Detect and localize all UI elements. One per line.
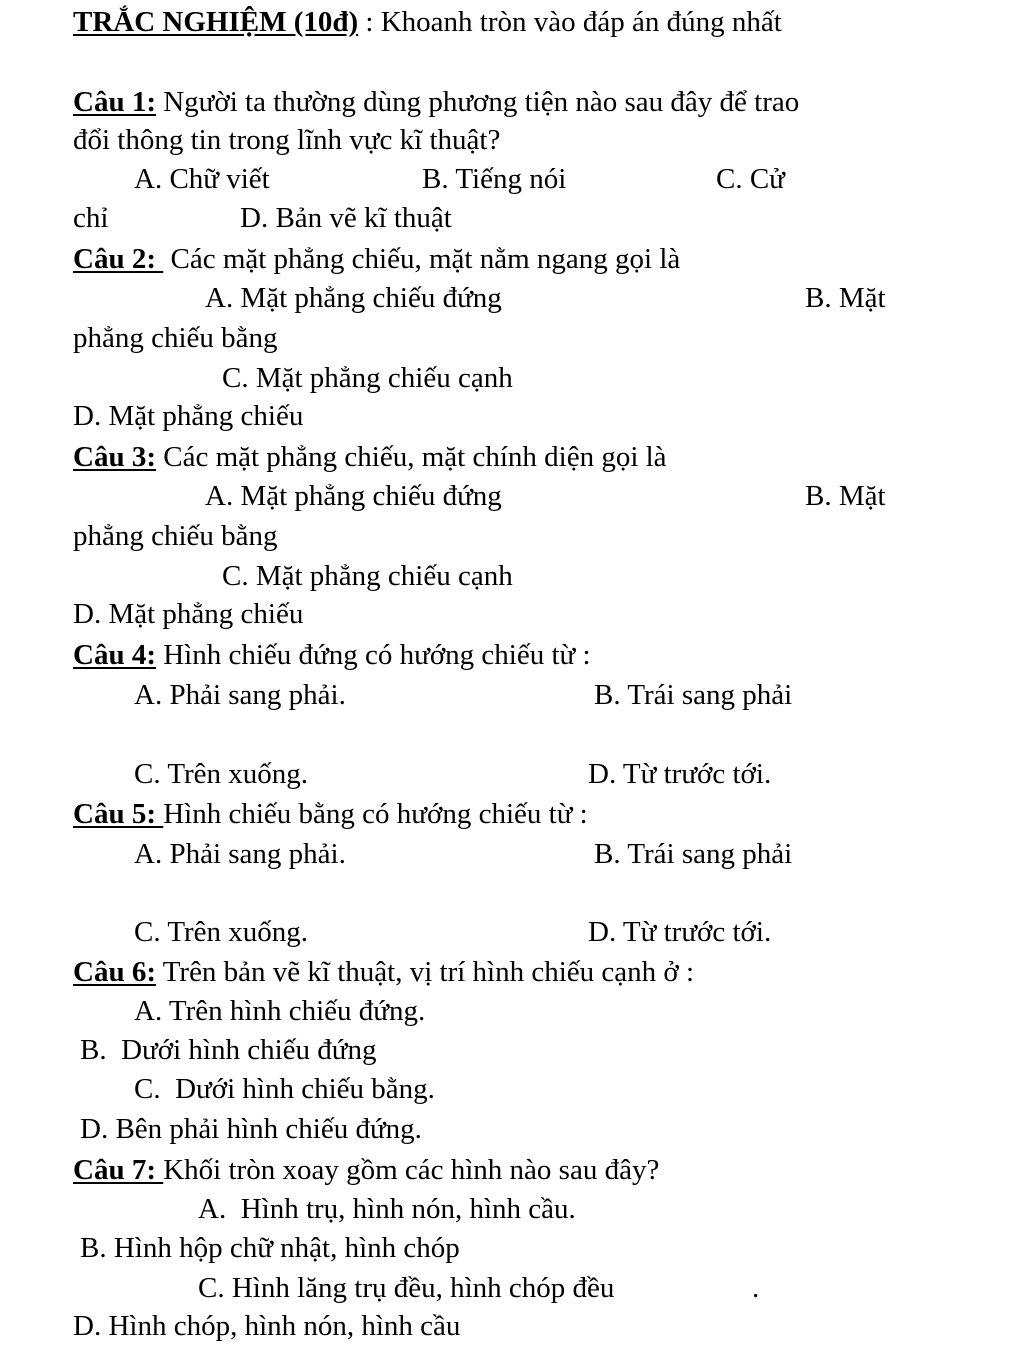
q7-option-c[interactable]: C. Hình lăng trụ đều, hình chóp đều bbox=[198, 1272, 615, 1304]
question-3-label: Câu 3: bbox=[73, 441, 156, 473]
question-7-label: Câu 7: bbox=[73, 1154, 164, 1186]
q5-option-c[interactable]: C. Trên xuống. bbox=[134, 916, 309, 948]
q7-option-c-dot: . bbox=[752, 1272, 760, 1304]
q1-option-c-cont[interactable]: chỉ bbox=[73, 202, 109, 234]
exam-instruction: : Khoanh tròn vào đáp án đúng nhất bbox=[358, 6, 782, 38]
q3-option-a[interactable]: A. Mặt phẳng chiếu đứng bbox=[205, 480, 502, 512]
question-6-text: Câu 6: Trên bản vẽ kĩ thuật, vị trí hình chiếu cạnh ở : bbox=[73, 956, 695, 988]
q3-option-b-cont[interactable]: phẳng chiếu bằng bbox=[73, 520, 278, 552]
q4-option-d[interactable]: D. Từ trước tới. bbox=[588, 758, 772, 790]
q3-option-b[interactable]: B. Mặt bbox=[805, 480, 886, 512]
q1-option-c[interactable]: C. Cử bbox=[716, 163, 785, 195]
q6-option-d[interactable]: D. Bên phải hình chiếu đứng. bbox=[80, 1113, 422, 1145]
q2-option-a[interactable]: A. Mặt phẳng chiếu đứng bbox=[205, 282, 502, 314]
question-7-text: Câu 7: Khối tròn xoay gồm các hình nào sau đây? bbox=[73, 1154, 660, 1186]
q6-option-b[interactable]: B. Dưới hình chiếu đứng bbox=[80, 1034, 377, 1066]
question-5-text: Câu 5: Hình chiếu bằng có hướng chiếu từ : bbox=[73, 798, 588, 830]
q1-option-a[interactable]: A. Chữ viết bbox=[134, 163, 270, 195]
question-3-text: Câu 3: Các mặt phẳng chiếu, mặt chính diện gọi là bbox=[73, 441, 667, 473]
q5-option-d[interactable]: D. Từ trước tới. bbox=[588, 916, 772, 948]
q6-option-c[interactable]: C. Dưới hình chiếu bằng. bbox=[134, 1073, 435, 1105]
q4-option-a[interactable]: A. Phải sang phải. bbox=[134, 679, 346, 711]
question-2-text: Câu 2: Các mặt phẳng chiếu, mặt nằm ngang gọi là bbox=[73, 243, 681, 275]
q2-option-b[interactable]: B. Mặt bbox=[805, 282, 886, 314]
q7-option-d[interactable]: D. Hình chóp, hình nón, hình cầu bbox=[73, 1310, 461, 1342]
question-1-label: Câu 1: bbox=[73, 86, 156, 118]
exam-title: TRẮC NGHIỆM (10đ) bbox=[73, 6, 359, 38]
question-4-label: Câu 4: bbox=[73, 639, 156, 671]
exam-header bbox=[73, 4, 782, 40]
question-5-label: Câu 5: bbox=[73, 798, 164, 830]
q2-option-b-cont[interactable]: phẳng chiếu bằng bbox=[73, 322, 278, 354]
q4-option-b[interactable]: B. Trái sang phải bbox=[594, 679, 793, 711]
question-1-text-cont: đổi thông tin trong lĩnh vực kĩ thuật? bbox=[73, 124, 501, 156]
question-4-text: Câu 4: Hình chiếu đứng có hướng chiếu từ : bbox=[73, 639, 591, 671]
q1-option-d[interactable]: D. Bản vẽ kĩ thuật bbox=[240, 202, 452, 234]
question-1-text: Câu 1: Người ta thường dùng phương tiện nào sau đây để trao bbox=[73, 86, 800, 118]
q6-option-a[interactable]: A. Trên hình chiếu đứng. bbox=[134, 995, 426, 1027]
q2-option-c[interactable]: C. Mặt phẳng chiếu cạnh bbox=[222, 362, 513, 394]
q7-option-b[interactable]: B. Hình hộp chữ nhật, hình chóp bbox=[80, 1232, 460, 1264]
q2-option-d[interactable]: D. Mặt phẳng chiếu bbox=[73, 400, 304, 432]
q3-option-c[interactable]: C. Mặt phẳng chiếu cạnh bbox=[222, 560, 513, 592]
q5-option-a[interactable]: A. Phải sang phải. bbox=[134, 838, 346, 870]
q1-option-b[interactable]: B. Tiếng nói bbox=[422, 163, 567, 195]
q5-option-b[interactable]: B. Trái sang phải bbox=[594, 838, 793, 870]
q7-option-a[interactable]: A. Hình trụ, hình nón, hình cầu. bbox=[198, 1193, 576, 1225]
q4-option-c[interactable]: C. Trên xuống. bbox=[134, 758, 309, 790]
question-6-label: Câu 6: bbox=[73, 956, 156, 988]
q3-option-d[interactable]: D. Mặt phẳng chiếu bbox=[73, 598, 304, 630]
question-2-label: Câu 2: bbox=[73, 243, 164, 275]
